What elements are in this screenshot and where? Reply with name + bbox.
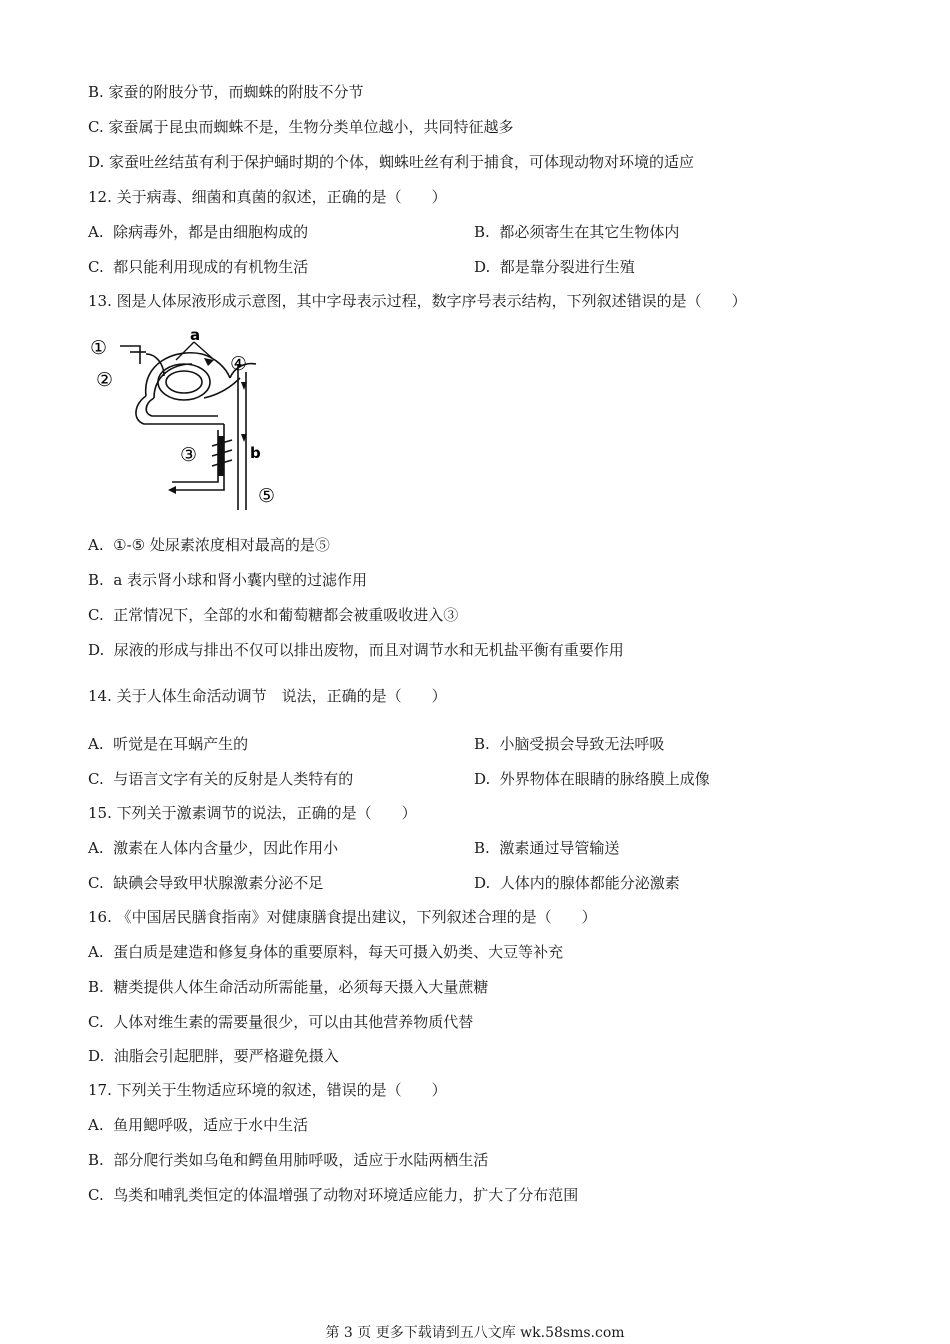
q15-option-d: D. 人体内的腺体都能分泌激素 <box>474 874 680 892</box>
q15-option-b: B. 激素通过导管输送 <box>474 839 620 857</box>
q14-option-b: B. 小脑受损会导致无法呼吸 <box>474 735 665 753</box>
q16-stem: 16. 《中国居民膳食指南》对健康膳食提出建议，下列叙述合理的是（ ） <box>88 908 597 926</box>
q12-stem: 12. 关于病毒、细菌和真菌的叙述，正确的是（ ） <box>88 188 447 206</box>
q15-option-a: A. 激素在人体内含量少，因此作用小 <box>88 839 339 857</box>
q16-option-c: C. 人体对维生素的需要量很少，可以由其他营养物质代替 <box>88 1013 474 1031</box>
q11-option-b: B. 家蚕的附肢分节，而蜘蛛的附肢不分节 <box>88 83 364 101</box>
q17-stem: 17. 下列关于生物适应环境的叙述，错误的是（ ） <box>88 1081 447 1099</box>
urine-formation-diagram <box>84 324 304 512</box>
q15-option-c: C. 缺碘会导致甲状腺激素分泌不足 <box>88 874 324 892</box>
q13-option-c: C. 正常情况下，全部的水和葡萄糖都会被重吸收进入③ <box>88 606 459 624</box>
diagram-label-2: ② <box>96 369 114 391</box>
q12-option-d: D. 都是靠分裂进行生殖 <box>474 258 635 276</box>
q11-option-d: D. 家蚕吐丝结茧有利于保护蛹时期的个体，蜘蛛吐丝有利于捕食，可体现动物对环境的适应 <box>88 153 695 171</box>
q17-option-c: C. 鸟类和哺乳类恒定的体温增强了动物对环境适应能力，扩大了分布范围 <box>88 1186 579 1204</box>
q16-option-d: D. 油脂会引起肥胖，要严格避免摄入 <box>88 1047 339 1065</box>
page-footer: 第 3 页 更多下载请到五八文库 wk.58sms.com <box>325 1325 625 1341</box>
diagram-label-4: ④ <box>230 353 248 375</box>
diagram-label-1: ① <box>90 337 108 359</box>
q17-option-a: A. 鱼用鳃呼吸，适应于水中生活 <box>88 1116 309 1134</box>
q13-option-b: B. a 表示肾小球和肾小囊内壁的过滤作用 <box>88 571 368 589</box>
diagram-label-a: a <box>190 326 201 344</box>
q13-stem: 13. 图是人体尿液形成示意图，其中字母表示过程，数字序号表示结构，下列叙述错误的是（ ） <box>88 292 747 310</box>
diagram-label-3: ③ <box>180 444 198 466</box>
q16-option-a: A. 蛋白质是建造和修复身体的重要原料，每天可摄入奶类、大豆等补充 <box>88 943 564 961</box>
q14-option-c: C. 与语言文字有关的反射是人类特有的 <box>88 770 354 788</box>
diagram-label-5: ⑤ <box>258 485 276 507</box>
q15-stem: 15. 下列关于激素调节的说法，正确的是（ ） <box>88 804 417 822</box>
q12-option-b: B. 都必须寄生在其它生物体内 <box>474 223 680 241</box>
q14-stem: 14. 关于人体生命活动调节 说法，正确的是（ ） <box>88 687 447 705</box>
q14-option-d: D. 外界物体在眼睛的脉络膜上成像 <box>474 770 710 788</box>
diagram-label-b: b <box>250 444 261 462</box>
q11-option-c: C. 家蚕属于昆虫而蜘蛛不是，生物分类单位越小，共同特征越多 <box>88 118 514 136</box>
q16-option-b: B. 糖类提供人体生命活动所需能量，必须每天摄入大量蔗糖 <box>88 978 489 996</box>
q14-option-a: A. 听觉是在耳蜗产生的 <box>88 735 249 753</box>
q17-option-b: B. 部分爬行类如乌龟和鳄鱼用肺呼吸，适应于水陆两栖生活 <box>88 1151 489 1169</box>
q13-option-d: D. 尿液的形成与排出不仅可以排出废物，而且对调节水和无机盐平衡有重要作用 <box>88 641 624 659</box>
q12-option-c: C. 都只能利用现成的有机物生活 <box>88 258 309 276</box>
q12-option-a: A. 除病毒外，都是由细胞构成的 <box>88 223 309 241</box>
q13-option-a: A. ①-⑤ 处尿素浓度相对最高的是⑤ <box>88 536 330 554</box>
